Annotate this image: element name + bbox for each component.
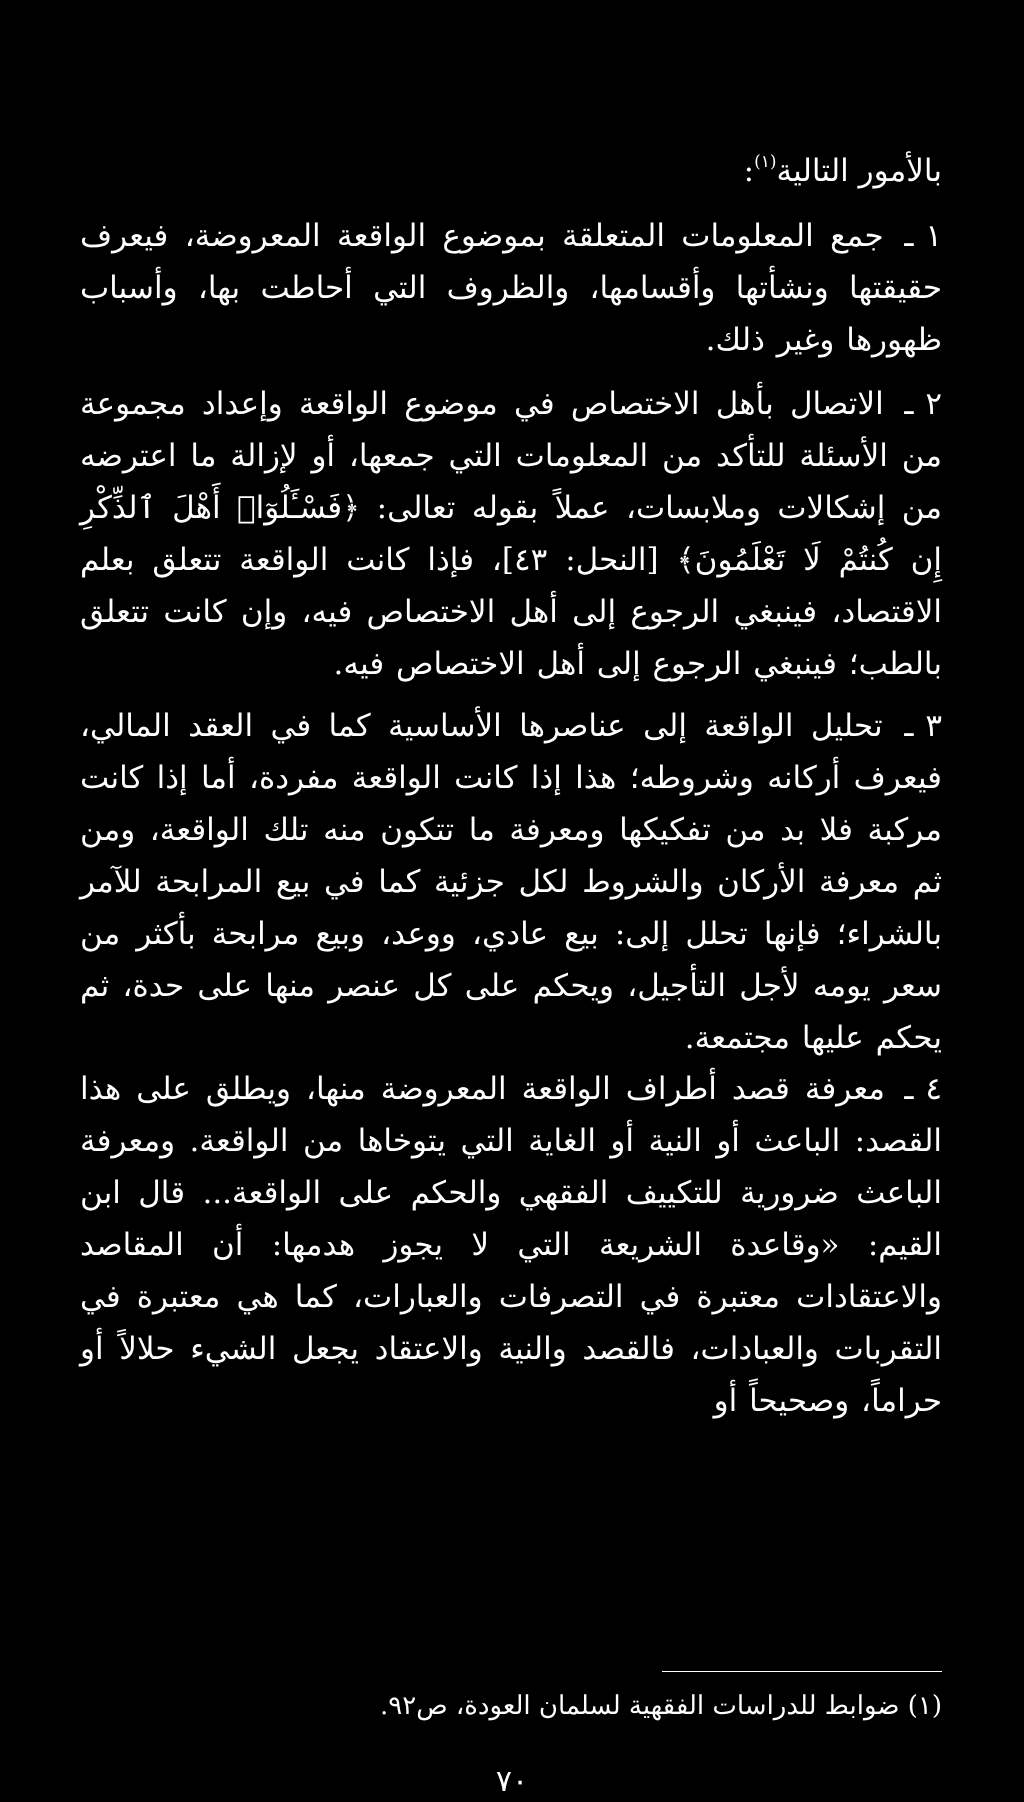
page-number: ٧٠ xyxy=(495,1764,529,1799)
footnote-reference[interactable]: (١) xyxy=(754,152,777,172)
item-number: ٤ ـ xyxy=(904,1071,942,1107)
item-number: ١ ـ xyxy=(904,218,942,254)
footnote-number: (١) xyxy=(907,1691,942,1721)
section-heading xyxy=(744,140,942,193)
footnote-text: ضوابط للدراسات الفقهية لسلمان العودة، ص٩٢. xyxy=(380,1691,900,1721)
footnote xyxy=(80,1688,942,1724)
list-item-3 xyxy=(80,700,942,1064)
list-item-2 xyxy=(80,378,942,690)
heading-text: بالأمور التالية xyxy=(776,153,942,189)
heading-colon: : xyxy=(743,153,755,189)
item-text: الاتصال بأهل الاختصاص في موضوع الواقعة وإعداد مجموعة من الأسئلة للتأكد من المعلومات التي جمعها، أو لإزالة ما اعترضه من إشكالات وملابسات، عملاً بقوله تعالى: xyxy=(80,386,942,526)
item-text: معرفة قصد أطراف الواقعة المعروضة منها، ويطلق على هذا القصد: الباعث أو النية أو الغاية التي يتوخاها من الواقعة. ومعرفة الباعث ضرورية للتكييف الفقهي والحكم على الواقعة... قال ابن القيم: «وقاعدة الشريعة التي لا يجوز هدمها: أن المقاصد والاعتقادات معتبرة في التصرفات والعبارات، كما هي معتبرة في التقربات والعبادات، فالقصد والنية والاعتقاد يجعل الشيء حلالاً أو حراماً، وصحيحاً أو xyxy=(80,1071,942,1419)
item-number: ٣ ـ xyxy=(904,708,942,744)
item-number: ٢ ـ xyxy=(904,386,942,422)
quran-verse: ﴿فَسْـَٔلُوٓا۟ أَهْلَ ٱلذِّكْرِ إِن كُنتُمْ لَا تَعْلَمُونَ﴾ xyxy=(80,490,942,578)
list-item-1 xyxy=(80,210,942,366)
list-item-4 xyxy=(80,1063,942,1427)
item-text: جمع المعلومات المتعلقة بموضوع الواقعة المعروضة، فيعرف حقيقتها ونشأتها وأقسامها، والظروف التي أحاطت بها، وأسباب ظهورها وغير ذلك. xyxy=(80,218,942,358)
footnote-divider xyxy=(662,1671,942,1672)
item-text: تحليل الواقعة إلى عناصرها الأساسية كما في العقد المالي، فيعرف أركانه وشروطه؛ هذا إذا كانت الواقعة مفردة، أما إذا كانت مركبة فلا بد من تفكيكها ومعرفة ما تتكون منه تلك الواقعة، ومن ثم معرفة الأركان والشروط لكل جزئية كما في بيع المرابحة للآمر بالشراء؛ فإنها تحلل إلى: بيع عادي، ووعد، وبيع مرابحة بأكثر من سعر يومه لأجل التأجيل، ويحكم على كل عنصر منها على حدة، ثم يحكم عليها مجتمعة. xyxy=(80,708,942,1056)
item-text-continued: [النحل: ٤٣]، فإذا كانت الواقعة تتعلق بعلم الاقتصاد، فينبغي الرجوع إلى أهل الاختصاص فيه، وإن كانت تتعلق بالطب؛ فينبغي الرجوع إلى أهل الاختصاص فيه. xyxy=(80,542,942,682)
